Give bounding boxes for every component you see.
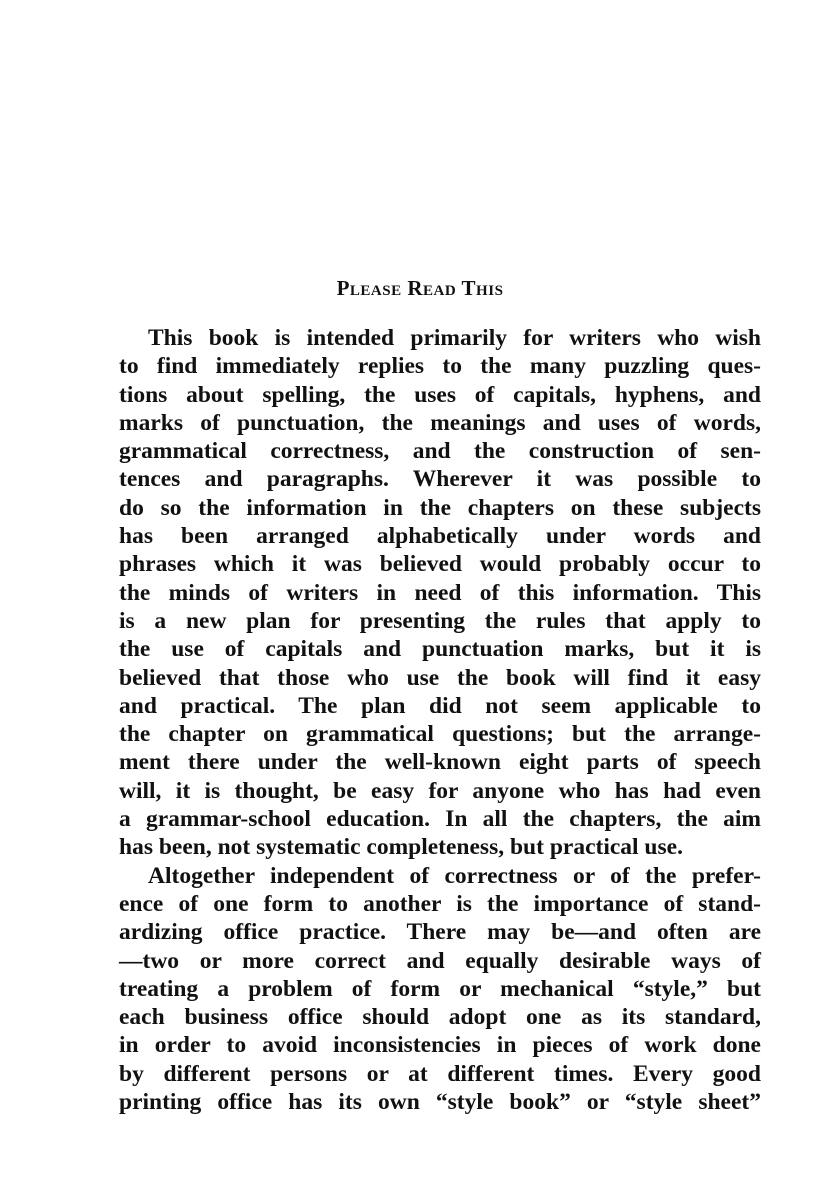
text-line: Altogether independent of correctness or of the prefer- bbox=[148, 862, 761, 889]
text-line: printing office has its own “style book” or “style sheet” bbox=[119, 1089, 761, 1116]
text-line: a grammar-school education. In all the chapters, the aim bbox=[119, 806, 761, 833]
text-line: tences and paragraphs. Wherever it was possible to bbox=[119, 466, 761, 493]
text-line: in order to avoid inconsistencies in pieces of work done bbox=[119, 1032, 761, 1059]
text-line: will, it is thought, be easy for anyone who has had even bbox=[119, 777, 761, 804]
paragraph bbox=[119, 862, 761, 1117]
text-line: by different persons or at different times. Every good bbox=[119, 1060, 761, 1087]
text-line: marks of punctuation, the meanings and uses of words, bbox=[119, 409, 761, 436]
text-line: treating a problem of form or mechanical “style,” but bbox=[119, 975, 761, 1002]
text-line: ardizing office practice. There may be—and often are bbox=[119, 919, 761, 946]
text-line: to find immediately replies to the many puzzling ques- bbox=[119, 353, 761, 380]
text-line: believed that those who use the book will find it easy bbox=[119, 664, 761, 691]
text-line: the chapter on grammatical questions; but the arrange- bbox=[119, 721, 761, 748]
body-text bbox=[119, 324, 761, 1116]
text-line: ment there under the well-known eight parts of speech bbox=[119, 749, 761, 776]
text-line: is a new plan for presenting the rules that apply to bbox=[119, 607, 761, 634]
text-line: and practical. The plan did not seem applicable to bbox=[119, 692, 761, 719]
text-line: This book is intended primarily for writers who wish bbox=[148, 325, 761, 351]
paragraph bbox=[119, 324, 761, 862]
text-line: grammatical correctness, and the construction of sen- bbox=[119, 438, 761, 465]
page-heading: Please Read This bbox=[336, 276, 504, 300]
text-line: has been, not systematic completeness, but practical use. bbox=[119, 834, 683, 861]
text-line: phrases which it was believed would probably occur to bbox=[119, 551, 761, 578]
text-line: ence of one form to another is the importance of stand- bbox=[119, 890, 761, 917]
text-line: tions about spelling, the uses of capitals, hyphens, and bbox=[119, 381, 761, 408]
text-line: the use of capitals and punctuation marks, but it is bbox=[119, 636, 761, 663]
text-line: each business office should adopt one as its standard, bbox=[119, 1004, 761, 1031]
text-line: the minds of writers in need of this information. This bbox=[119, 579, 761, 606]
text-line: —two or more correct and equally desirable ways of bbox=[119, 947, 761, 974]
text-line: has been arranged alphabetically under words and bbox=[119, 523, 761, 550]
text-line: do so the information in the chapters on these subjects bbox=[119, 494, 761, 521]
